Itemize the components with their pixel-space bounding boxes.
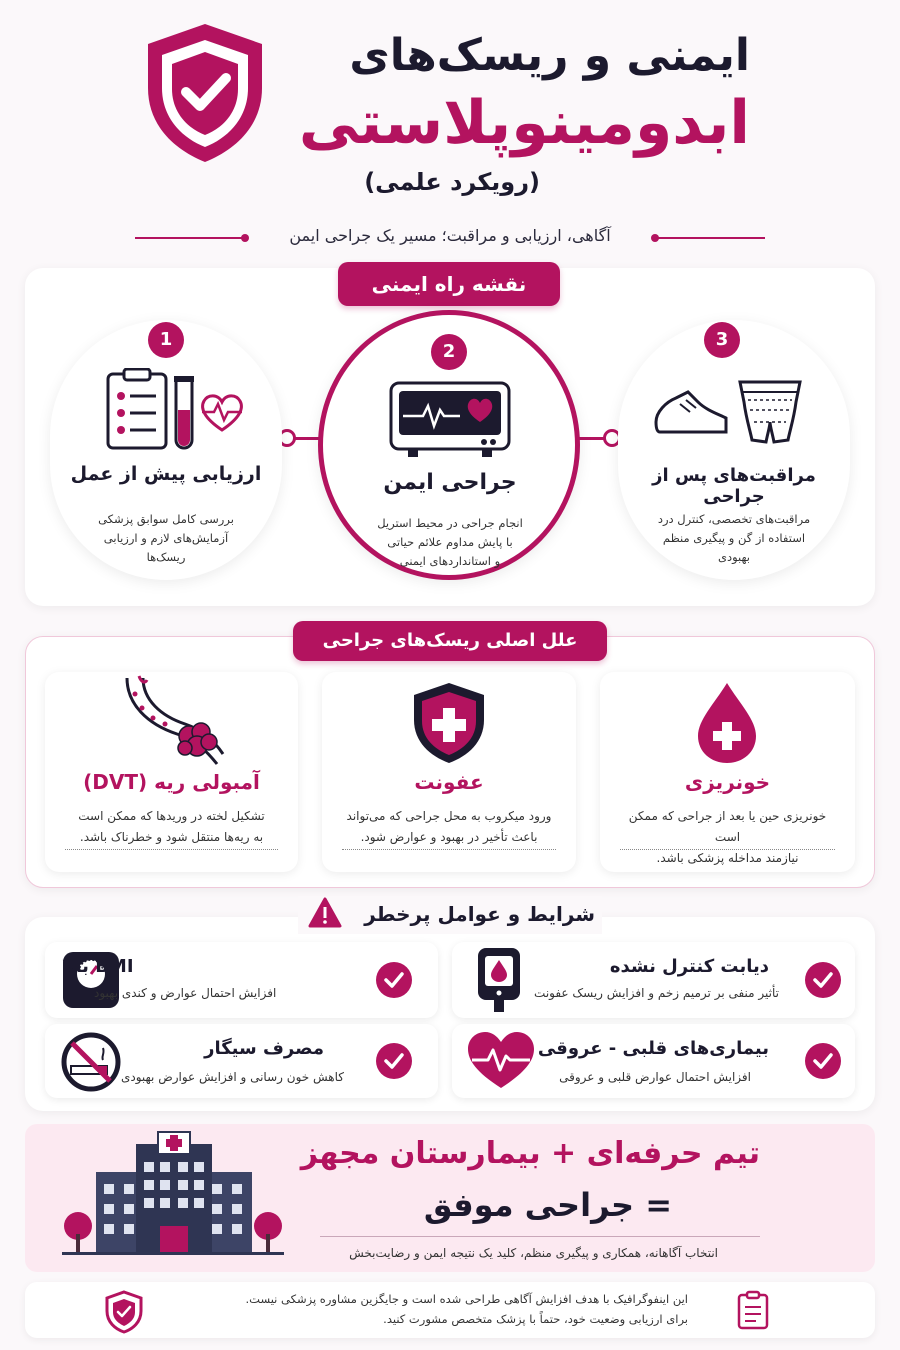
risk-item-cardio: [452, 1024, 855, 1098]
check-icon: [805, 962, 841, 998]
risk-item-bmi: [45, 942, 438, 1018]
cause-title-infection: عفونت: [414, 770, 484, 794]
risk-title-bmi: BMI بالا: [62, 956, 134, 977]
check-icon: [376, 1043, 412, 1079]
page-title-line3: (رویکرد علمی): [364, 168, 540, 196]
footer-headline-1: تیم حرفه‌ای + بیمارستان مجهز: [300, 1136, 760, 1171]
clipboard-checklist-icon: [104, 368, 249, 453]
step-1-title: ارزیابی پیش از عمل: [70, 463, 262, 485]
step-2-number: 2: [431, 334, 467, 370]
step-3-title: مراقبت‌های پس از جراحی: [652, 465, 816, 507]
medical-shield-icon: [410, 680, 488, 766]
risk-item-diabetes: [452, 942, 855, 1018]
clipboard-icon: [736, 1290, 770, 1330]
cause-card-divider: [620, 849, 835, 850]
cause-card-infection: [322, 672, 576, 872]
blood-clot-icon: [117, 674, 227, 766]
step-2-title: جراحی ایمن: [383, 470, 517, 495]
risk-title-smoking: مصرف سیگار: [204, 1038, 324, 1059]
step-1-desc: بررسی کامل سوابق پزشکی آزمایش‌های لازم و ارزیابی ریسک‌ها: [98, 512, 234, 564]
disclaimer-line2: برای ارزیابی وضعیت خود، حتماً با پزشک متخصص مشورت کنید.: [383, 1312, 688, 1326]
risk-desc-bmi: افزایش احتمال عوارض و کندی بهبود: [94, 986, 277, 1000]
risk-desc-cardio: افزایش احتمال عوارض قلبی و عروقی: [559, 1070, 751, 1084]
cause-desc-bleeding: خونریزی حین یا بعد از جراحی که ممکن است نیازمند مداخله پزشکی باشد.: [628, 809, 827, 865]
page-title-line2: ابدومینوپلاستی: [298, 88, 750, 158]
cause-card-dvt: [45, 672, 298, 872]
step-2-desc: انجام جراحی در محیط استریل با پایش مداوم علائم حیاتی و استانداردهای ایمنی: [377, 516, 523, 568]
blood-drop-icon: [694, 680, 760, 766]
causes-heading: علل اصلی ریسک‌های جراحی: [293, 621, 607, 661]
risk-item-smoking: [45, 1024, 438, 1098]
warning-icon: [308, 897, 342, 929]
footer-headline-2: = جراحی موفق: [423, 1186, 672, 1224]
roadmap-heading: نقشه راه ایمنی: [338, 262, 560, 306]
shield-small-icon: [104, 1290, 144, 1334]
compression-garment-icon: [650, 372, 810, 452]
hospital-illustration: [62, 1130, 284, 1258]
cause-desc-dvt: تشکیل لخته در وریدها که ممکن است به ریه‌ها منتقل شود و خطرناک باشد.: [78, 809, 265, 844]
cause-desc-infection: ورود میکروب به محل جراحی که می‌تواند باعث تأخیر در بهبود و عوارض شود.: [346, 809, 552, 844]
vital-monitor-icon: [388, 380, 512, 460]
risk-title-diabetes: دیابت کنترل نشده: [609, 956, 769, 977]
glucometer-icon: [474, 946, 524, 1014]
risk-desc-diabetes: تأثیر منفی بر ترمیم زخم و افزایش ریسک عفونت: [534, 986, 779, 1000]
risk-title-cardio: بیماری‌های قلبی - عروقی: [537, 1038, 769, 1059]
shield-check-logo-icon: [140, 18, 270, 168]
footer-caption: انتخاب آگاهانه، همکاری و پیگیری منظم، کلید یک نتیجه ایمن و رضایت‌بخش: [349, 1246, 718, 1260]
cause-card-divider: [65, 849, 278, 850]
cause-card-bleeding: [600, 672, 855, 872]
step-3-desc: مراقبت‌های تخصصی، کنترل درد استفاده از گن و پیگیری منظم بهبودی: [657, 512, 811, 564]
page-title-line1: ایمنی و ریسک‌های: [349, 30, 750, 81]
page-subtitle: آگاهی، ارزیابی و مراقبت؛ مسیر یک جراحی ایمن: [289, 226, 611, 245]
footer-divider: [320, 1236, 760, 1237]
check-icon: [805, 1043, 841, 1079]
cause-title-dvt: آمبولی ریه (DVT): [83, 770, 260, 794]
cause-title-bleeding: خونریزی: [684, 770, 771, 794]
disclaimer-line1: این اینفوگرافیک با هدف افزایش آگاهی طراحی شده است و جایگزین مشاوره پزشکی نیست.: [245, 1292, 688, 1306]
step-1-number: 1: [148, 322, 184, 358]
cause-card-divider: [342, 849, 556, 850]
risk-desc-smoking: کاهش خون رسانی و افزایش عوارض بهبودی: [120, 1070, 344, 1084]
risk-factors-heading: شرایط و عوامل پرخطر: [364, 902, 595, 926]
no-smoking-icon: [59, 1030, 123, 1094]
check-icon: [376, 962, 412, 998]
step-3-number: 3: [704, 322, 740, 358]
